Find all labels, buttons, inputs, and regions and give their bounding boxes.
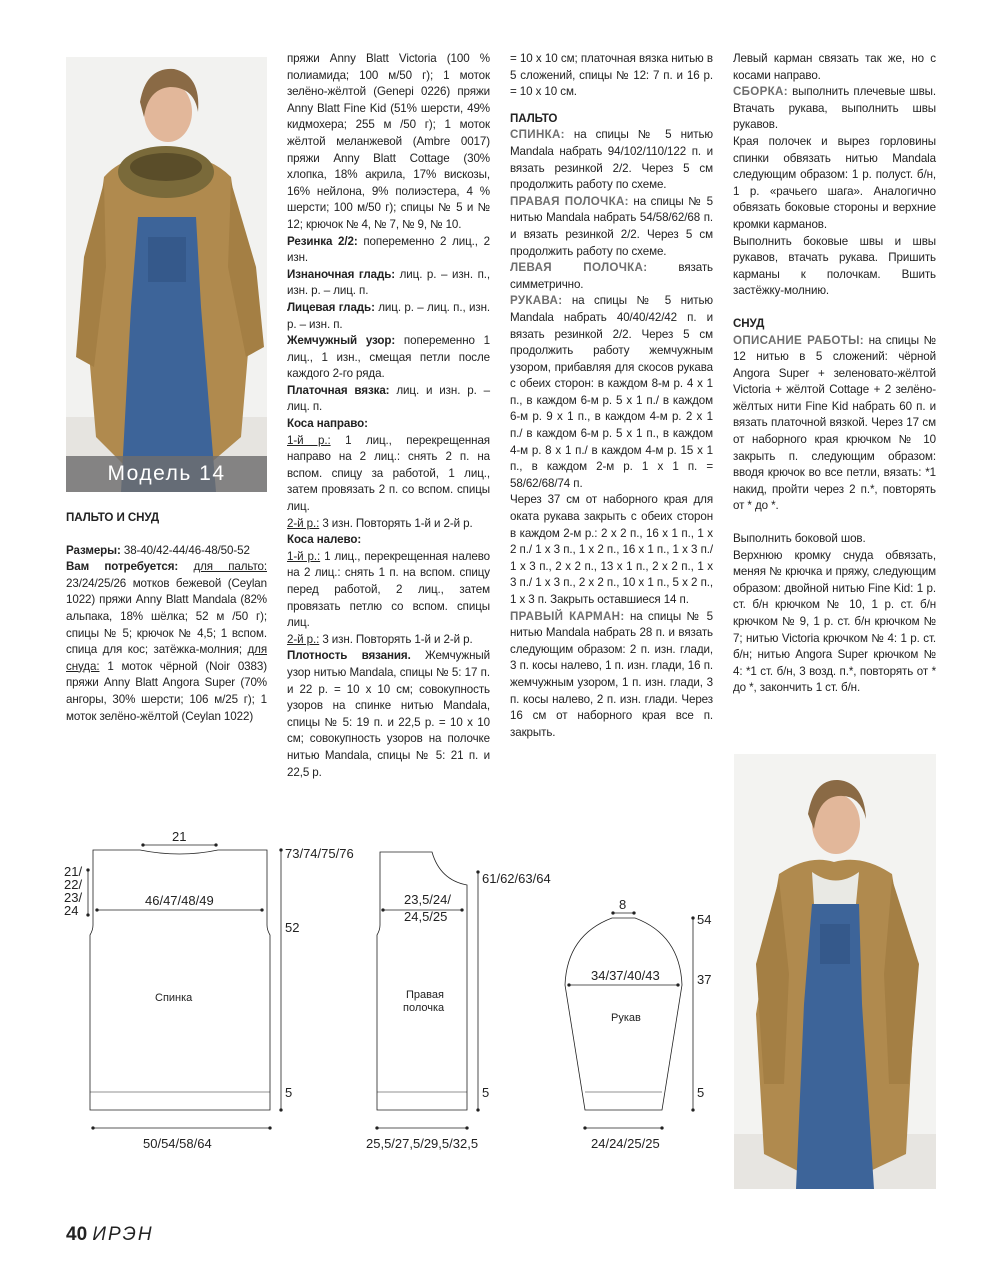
front-rib-value: 5 xyxy=(482,1085,490,1100)
schematic-diagrams xyxy=(0,780,992,1160)
back-chest-value: 46/47/48/49 xyxy=(145,893,214,908)
right-pocket-paragraph xyxy=(510,609,713,742)
cable-right-row2-label: 2-й р.: xyxy=(287,516,320,530)
front-outline xyxy=(377,852,467,1110)
back-armhole-value-1: 21/ xyxy=(64,864,83,879)
cable-left-row2-label: 2-й р.: xyxy=(287,632,320,646)
sizes-paragraph xyxy=(66,543,267,560)
reverse-stockinette-paragraph xyxy=(287,267,490,300)
sleeve-length-value: 37 xyxy=(697,972,712,987)
left-front-text: вязать симметрично. xyxy=(510,261,713,291)
sleeve-cuff-value: 24/24/25/25 xyxy=(591,1136,660,1151)
article-title: ПАЛЬТО И СНУД xyxy=(66,511,160,524)
sleeve-rib-value: 5 xyxy=(697,1085,705,1100)
front-width-value: 25,5/27,5/29,5/32,5 xyxy=(366,1136,479,1151)
back-schematic xyxy=(88,845,281,1128)
coat-heading: ПАЛЬТО xyxy=(510,111,558,125)
stockinette-text: лиц. р. – лиц. п., изн. р. – изн. п. xyxy=(287,300,490,331)
back-paragraph xyxy=(510,127,713,193)
left-front-label: ЛЕВАЯ ПОЛОЧКА: xyxy=(510,261,648,275)
sleeve-cap-paragraph: Через 37 см от наборного края для оката рукава закрыть с обеих сторон в каждом 2-м р.: 2 х 2 п., 16 х 1 п., 1 х 2 п./ 1 х 3 п., 1 х 2 п., 16 х 1 п., 1 х 3 п./ 1 х 3 п., 2 х 2 п., 13 х 1 п., 2 х 2 п., 1 х 3 п./ 1 х 3 п., 2 х 2 п., 10 х 1 п., 5 х 2 п., 1 х 3 п. Закрыть оставшиеся 14 п. xyxy=(510,493,713,606)
front-chest-value-1: 23,5/24/ xyxy=(404,892,451,907)
assembly-label: СБОРКА: xyxy=(733,85,788,99)
rib-paragraph xyxy=(287,234,490,267)
cable-left-heading: Коса налево: xyxy=(287,533,362,547)
right-pocket-label: ПРАВЫЙ КАРМАН: xyxy=(510,609,625,623)
text-column-1 xyxy=(66,510,267,725)
materials-label: Вам потребуется: xyxy=(66,560,179,574)
front-label-2: полочка xyxy=(403,1002,445,1014)
stockinette-label: Лицевая гладь: xyxy=(287,300,375,314)
sizes-value: 38-40/42-44/46-48/50-52 xyxy=(120,543,250,557)
rib-text: попеременно 2 лиц., 2 изн. xyxy=(287,234,490,265)
work-paragraph xyxy=(733,333,936,516)
sizes-label: Размеры: xyxy=(66,543,121,557)
coat-materials-text: 23/24/25/26 мотков бежевой (Ceylan 1022) пряжи Anny Blatt Mandala (82% альпака, 18% шёлка; 52 м /50 г); спицы № 5; крючок № 4,5; 1 вспом. спица для кос; затёжка-молния; xyxy=(66,576,267,657)
back-neck-value: 21 xyxy=(172,829,187,844)
sleeve-cap-value: 54 xyxy=(697,912,712,927)
page-number: 40 xyxy=(66,1224,88,1245)
back-width-value: 50/54/58/64 xyxy=(143,1136,212,1151)
cable-right-row2-text: 3 изн. Повторять 1-й и 2-й р. xyxy=(319,516,473,530)
coat-materials-label: для пальто: xyxy=(193,560,268,574)
front-chest-value-2: 24,5/25 xyxy=(404,909,448,924)
left-front-paragraph xyxy=(510,260,713,293)
garter-label: Платочная вязка: xyxy=(287,383,390,397)
back-label: Спинка xyxy=(155,992,193,1004)
cable-right-heading: Коса направо: xyxy=(287,417,368,431)
text-column-4 xyxy=(733,51,936,697)
reverse-stockinette-text: лиц. р. – изн. п., изн. р. – лиц. п. xyxy=(287,267,490,298)
left-pocket-paragraph: Левый карман связать так же, но с косами направо. xyxy=(733,52,936,82)
side-seam-paragraph: Выполнить боковой шов. xyxy=(733,532,866,546)
cable-left-row1-label: 1-й р.: xyxy=(287,549,321,563)
back-rib-value: 5 xyxy=(285,1085,293,1100)
back-height-value: 52 xyxy=(285,920,300,935)
cable-right-row2 xyxy=(287,516,490,533)
materials-paragraph xyxy=(66,559,267,725)
cable-right-row1-label: 1-й р.: xyxy=(287,433,331,447)
cable-right-row1-text: 1 лиц., перекрещенная направо на 2 лиц.: снять 2 п. на вспом. спицу за работой, 1 лиц., затем провязать 2 п. со вспом. спицы лиц. xyxy=(287,433,490,514)
model-photo-top xyxy=(66,57,267,492)
snood-materials-text: 1 моток чёрной (Noir 0383) пряжи Anny Blatt Angora Super (70% ангоры, 30% шерсти; 106 м/25 г); 1 моток зелёно-жёлтой (Ceylan 1022) xyxy=(66,659,267,723)
gauge-label: Плотность вязания. xyxy=(287,649,411,663)
right-front-text: на спицы № 5 нитью Mandala набрать 54/58/62/68 п. и вязать резинкой 2/2. Через 5 см продолжить работу по схеме. xyxy=(510,194,713,258)
reverse-stockinette-label: Изнаночная гладь: xyxy=(287,267,395,281)
magazine-name: ИРЭН xyxy=(92,1224,154,1245)
garter-paragraph xyxy=(287,383,490,416)
work-text: на спицы № 12 нитью в 5 сложений: чёрной Angora Super + зеленовато-жёлтой Victoria + жёлтой Cottage + 2 зелёно-жёлтых нити Fine Kid набрать 60 п. и вязать платочной вязкой. Через 17 см от наборного края крючком № 10 закрыть п. следующим образом: вводя крючок во все петли, вязать: *1 накид, пройти через 2 п.*, повторять от * до *. xyxy=(733,333,936,513)
back-armhole-value-4: 24 xyxy=(64,903,79,918)
front-height-value: 61/62/63/64 xyxy=(482,871,551,886)
sleeve-label: Рукав xyxy=(611,1012,641,1024)
stockinette-paragraph xyxy=(287,300,490,333)
right-front-label: ПРАВАЯ ПОЛОЧКА: xyxy=(510,194,629,208)
model-photo-illustration xyxy=(66,57,267,492)
back-shoulder-value: 73/74/75/76 xyxy=(285,846,354,861)
garter-text: лиц. и изн. р. – лиц. п. xyxy=(287,383,490,414)
front-label-1: Правая xyxy=(406,989,444,1001)
sleeve-top-value: 8 xyxy=(619,897,627,912)
back-outline xyxy=(90,850,270,1110)
sleeves-label: РУКАВА: xyxy=(510,294,563,308)
seed-stitch-paragraph xyxy=(287,333,490,383)
gauge-continued: = 10 х 10 см; платочная вязка нитью в 5 сложений, спицы № 12: 7 п. и 16 р. = 10 х 10 см. xyxy=(510,52,713,99)
snood-materials-label: для снуда: xyxy=(66,643,267,673)
seed-stitch-label: Жемчужный узор: xyxy=(287,334,396,348)
snood-heading: СНУД xyxy=(733,316,765,330)
back-label: СПИНКА: xyxy=(510,128,565,142)
top-edge-paragraph: Верхнюю кромку снуда обвязать, меняя № крючка и пряжу, следующим образом: двойной нитью Fine Kid: 1 р. ст. б/н крючком № 10, 1 р. ст. б/н крючком № 9, 1 р. ст. б/н крючком № 7; нитью Victoria крючком № 4: 1 р. ст. б/н; нитью Angora Super крючком № 4: *1 ст. б/н, 3 возд. п.*, повторять от * до *, закончить 1 ст. б/н. xyxy=(733,548,936,695)
work-label: ОПИСАНИЕ РАБОТЫ: xyxy=(733,333,864,347)
back-armhole-value-3: 23/ xyxy=(64,890,83,905)
cable-right-row1 xyxy=(287,433,490,516)
text-column-2 xyxy=(287,51,490,781)
text-column-3 xyxy=(510,51,713,741)
right-front-paragraph xyxy=(510,194,713,260)
sleeves-text: на спицы № 5 нитью Mandala набрать 40/40/42/42 п. и вязать резинкой 2/2. Через 5 см продолжить работу жемчужным узором, прибавляя для скосов рукава с обеих сторон: в каждом 8-м р. 4 х 1 п., в каждом 6-м р. 5 х 1 п./ в каждом 6-м р. 9 х 1 п., в каждом 4-м р. 2 х 1 п./ в каждом 6-м р. 5 х 1 п., в каждом 4-м р. 8 х 1 п./ в каждом 4-м р. 15 х 1 п., в каждом 2-м р. 1 х 1 п. = 58/62/68/74 п. xyxy=(510,294,713,490)
right-pocket-text: на спицы № 5 нитью Mandala набрать 28 п. и вязать следующим образом: 2 п. изн. глади, 3 п. косы налево, 1 п. изн. глади, 16 п. жемчужным узором, 1 п. изн. глади, 3 п. косы налево, 2 п. изн. глади. Через 16 см от наборного края все п. закрыть. xyxy=(510,609,713,739)
sleeves-paragraph xyxy=(510,293,713,492)
assembly-text: выполнить плечевые швы. Втачать рукава, выполнить швы рукавов. xyxy=(733,85,936,132)
rib-label: Резинка 2/2: xyxy=(287,234,358,248)
cable-left-row1 xyxy=(287,549,490,632)
back-text: на спицы № 5 нитью Mandala набрать 94/102/110/122 п. и вязать резинкой 2/2. Через 5 см продолжить работу по схеме. xyxy=(510,128,713,192)
seed-stitch-text: попеременно 1 лиц., 1 изн., смещая петли после каждого 2-го ряда. xyxy=(287,334,490,381)
cable-left-row2-text: 3 изн. Повторять 1-й и 2-й р. xyxy=(319,632,473,646)
cable-left-row1-text: 1 лиц., перекрещенная налево на 2 лиц.: снять 1 п. на вспом. спицу перед работой, 2 лиц., затем провязать петлю со вспом. спицы лиц. xyxy=(287,549,490,630)
edges-paragraph: Края полочек и вырез горловины спинки обвязать нитью Mandala следующим образом: 1 р. полуст. б/н, 1 р. «рачьего шага». Аналогично обвязать боковые стороны и верхние кромки карманов. xyxy=(733,134,936,231)
page-footer xyxy=(66,1224,154,1246)
model-caption: Модель 14 xyxy=(66,456,267,492)
back-armhole-value-2: 22/ xyxy=(64,877,83,892)
assembly-paragraph xyxy=(733,84,936,134)
sleeve-width-value: 34/37/40/43 xyxy=(591,968,660,983)
snood-materials-continued: пряжи Anny Blatt Victoria (100 % полиамида; 100 м/50 г); 1 моток зелёно-жёлтой (Genepi 0226) пряжи Anny Blatt Fine Kid (51% шерсти, 49% кидмохера; 255 м /50 г); 1 моток жёлтой меланжевой (Ambre 0017) пряжи Anny Blatt Cottage (30% хлопка, 18% акрила, 17% вискозы, 16% нейлона, 9% полиэстера, 4 % шерсти; 100 м/50 г); спицы № 5 и № 12; крючок № 4, № 7, № 9, № 10. xyxy=(287,52,490,231)
gauge-paragraph xyxy=(287,648,490,781)
finish-paragraph: Выполнить боковые швы и швы рукавов, втачать рукава. Пришить карманы к полочкам. Вшить застёжку-молнию. xyxy=(733,234,936,298)
cable-left-row2 xyxy=(287,632,490,649)
gauge-text: Жемчужный узор нитью Mandala, спицы № 5: 17 п. и 22 р. = 10 х 10 см; совокупность узоров на спинке нитью Mandala, спицы № 5: 19 п. и 22,5 р. = 10 х 10 см; совокупность узоров на полочке нитью Mandala, спицы № 5: 21 п. и 22,5 р. xyxy=(287,649,490,779)
